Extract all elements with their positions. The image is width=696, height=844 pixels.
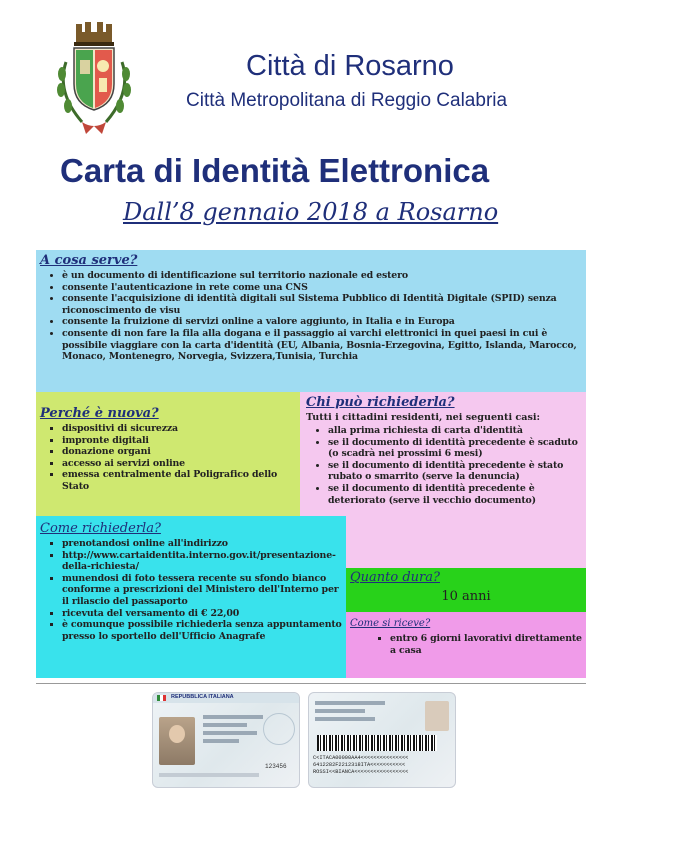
section-heading: Come si riceve? [350,618,431,629]
mrz-line: 6412282F2212318ITA<<<<<<<<<<< [313,761,406,768]
duration-value: 10 anni [441,589,491,604]
metro-name: Città Metropolitana di Reggio Calabria [186,90,508,111]
photo-icon [425,701,449,731]
list-item: ▪ dispositivi di sicurezza [62,423,296,435]
panel-a-cosa-serve [36,250,586,392]
card-number: 123456 [265,763,287,770]
list-item: ▪ donazione organi [62,446,296,458]
panel-come-si-riceve [346,612,586,678]
divider [36,683,586,684]
section-heading: Perché è nuova? [40,406,159,421]
list-item: • se il documento di identità precedente è stato rubato o smarrito (serve la denuncia) [328,460,582,483]
panel-perche-nuova [36,392,300,516]
id-card-front [152,692,300,788]
list-item: ▪ emessa centralmente dal Poligrafico dello Stato [62,469,296,492]
page-subtitle: Dall’8 gennaio 2018 a Rosarno [123,198,499,226]
id-card-back [308,692,456,788]
photo-icon [159,717,195,765]
list-item: ▪ accesso ai servizi online [62,458,296,470]
list-item: • è un documento di identificazione sul territorio nazionale ed estero [62,270,582,282]
list-item: • se il documento di identità precedente è deteriorato (serve il vecchio documento) [328,483,582,506]
city-name: Città di Rosarno [246,50,454,82]
panel-quanto-dura [346,568,586,612]
mrz-line: ROSSI<<BIANCA<<<<<<<<<<<<<<<<< [313,768,409,775]
list-item: • se il documento di identità precedente è scaduto (o scadrà nei prossimi 6 mesi) [328,437,582,460]
section-heading: A cosa serve? [40,253,138,268]
list-item: ▪ munendosi di foto tessera recente su sfondo bianco conforme a prescrizioni del Ministero dell'Interno per il rilascio del passaporto [62,573,342,608]
list-item: • alla prima richiesta di carta d'identità [328,425,582,437]
barcode-icon [317,735,437,751]
city-crest [52,22,136,138]
list-item: ▪ è comunque possibile richiederla senza appuntamento presso lo sportello dell'Ufficio Anagrafe [62,619,342,642]
mrz-zone [313,755,408,775]
section-lead: Tutti i cittadini residenti, nei seguenti casi: [306,412,541,423]
list-item: ▪ impronte digitali [62,435,296,447]
section-heading: Come richiederla? [40,521,161,536]
section-heading: Quanto dura? [350,570,440,585]
list-item: ▪ ricevuta del versamento di € 22,00 [62,608,342,620]
flag-icon [157,695,166,701]
list-item: ▪ prenotandosi online all'indirizzo [62,538,342,550]
list-item: ▪ http://www.cartaidentita.interno.gov.it/presentazione-della-richiesta/ [62,550,342,573]
section-heading: Chi può richiederla? [306,395,455,410]
list-item: • consente l'autenticazione in rete come una CNS [62,282,582,294]
list-item: ▪ entro 6 giorni lavorativi direttamente a casa [390,633,582,656]
list-item: • consente l'acquisizione di identità digitali sul Sistema Pubblico di Identità Digitale (SPID) senza riconoscimento de visu [62,293,582,316]
card-header: REPUBBLICA ITALIANA [171,694,234,700]
panel-come-richiederla [36,516,346,678]
page-title: Carta di Identità Elettronica [60,152,490,189]
panel-spacer [346,516,586,568]
list-item: • consente di non fare la fila alla dogana e il passaggio ai varchi elettronici in quei paesi in cui è possibile viaggiare con la carta d'identità (EU, Albania, Bosnia-Erzegovina, Egitto, Islanda, Marocco, Monaco, Montenegro, Norvegia, Svizzera,Tunisia, Turchia [62,328,582,363]
list-item: • consente la fruizione di servizi online a valore aggiunto, in Italia e in Europa [62,316,582,328]
mrz-line: C<ITACA00000AA4<<<<<<<<<<<<<<< [313,755,409,761]
